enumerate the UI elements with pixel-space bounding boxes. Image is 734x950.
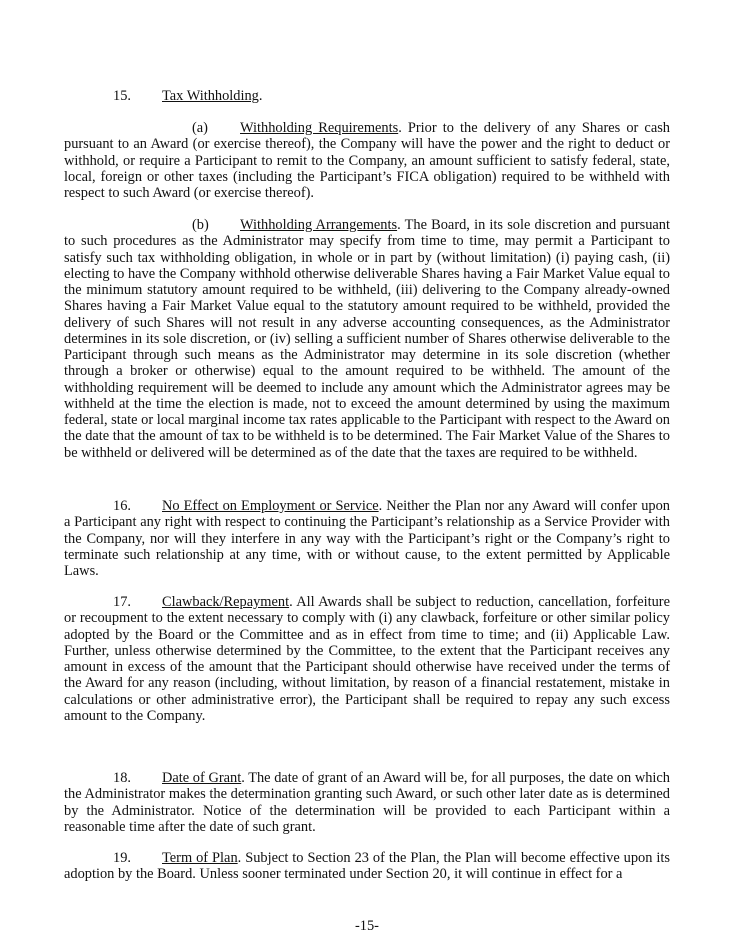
subsection-body: . The Board, in its sole discretion and pursuant to such procedures as the Administrator may specify from time to time, may permit a Participant to satisfy such tax withholding obligation, in whole or in part by (without limitation) (i) paying cash, (ii) electing to have the Company withhold otherwise deliverable Shares having a Fair Market Value equal to the minimum statutory amount required to be withheld, (iii) delivering to the Company already-owned Shares having a Fair Market Value equal to the statutory amount required to be withheld, provided the delivery of such Shares will not result in any adverse accounting consequences, as the Administrator determines in its sole discretion, or (iv) selling a sufficient number of Shares otherwise deliverable to the Participant through such means as the Administrator may determine in its sole discretion (whether through a broker or otherwise) equal to the amount required to be withheld. The amount of the withholding requirement will be deemed to include any amount which the Administrator agrees may be withheld at the time the election is made, not to exceed the amount determined by using the maximum federal, state or local marginal income tax rates applicable to the Participant with respect to the Award on the date that the amount of tax to be withheld is to be determined. The Fair Market Value of the Shares to be withheld or delivered will be determined as of the date that the taxes are required to be withheld. bbox=[64, 217, 670, 461]
subsection-body: . Prior to the delivery of any Shares or cash pursuant to an Award (or exercise thereof), the Company will have the power and the right to deduct or withhold, or require a Participant to remit to the Company, an amount sufficient to satisfy federal, state, local, foreign or other taxes (including the Participant’s FICA obligation) required to be withheld with respect to such Award (or exercise thereof). bbox=[64, 120, 671, 201]
section-title: Term of Plan bbox=[162, 850, 238, 866]
section-16 bbox=[64, 498, 670, 579]
section-title: Tax Withholding bbox=[162, 88, 259, 104]
page-number: -15- bbox=[355, 918, 379, 934]
section-number: 19. bbox=[113, 850, 131, 866]
section-title: Date of Grant bbox=[162, 770, 242, 786]
punct: . bbox=[258, 88, 263, 104]
section-body: . The date of grant of an Award will be, for all purposes, the date on which the Administrator makes the determination granting such Award, or such other later date as is determined by the Administrator. Notice of the determination will be provided to each Participant within a reasonable time after the date of such grant. bbox=[64, 770, 670, 835]
section-19 bbox=[64, 850, 670, 883]
section-number: 16. bbox=[113, 498, 131, 514]
section-number: 17. bbox=[113, 594, 131, 610]
section-15a bbox=[64, 120, 670, 201]
subsection-number: (a) bbox=[192, 120, 208, 136]
section-18 bbox=[64, 770, 670, 835]
section-17 bbox=[64, 594, 670, 724]
subsection-title: Withholding Requirements bbox=[240, 120, 399, 136]
section-body: . Neither the Plan nor any Award will confer upon a Participant any right with respect to continuing the Participant’s relationship as a Service Provider with the Company, nor will they interfere in any way with the Participant’s right or the Company’s right to terminate such relationship at any time, with or without cause, to the extent permitted by Applicable Laws. bbox=[64, 498, 670, 579]
section-title: No Effect on Employment or Service bbox=[162, 498, 379, 514]
subsection-number: (b) bbox=[192, 217, 209, 233]
subsection-title: Withholding Arrangements bbox=[240, 217, 398, 233]
section-15b bbox=[64, 217, 670, 461]
section-number: 15. bbox=[113, 88, 131, 104]
section-number: 18. bbox=[113, 770, 131, 786]
section-title: Clawback/Repayment bbox=[162, 594, 290, 610]
section-body: . Subject to Section 23 of the Plan, the Plan will become effective upon its adoption by the Board. Unless sooner terminated under Section 20, it will continue in effect for a bbox=[64, 850, 670, 883]
section-15-heading bbox=[64, 88, 670, 104]
section-body: . All Awards shall be subject to reduction, cancellation, forfeiture or recoupment to the extent necessary to comply with (i) any clawback, forfeiture or other similar policy adopted by the Board or the Committee and as in effect from time to time; and (ii) Applicable Law. Further, unless otherwise determined by the Committee, to the extent that the Participant receives any amount in excess of the amount that the Participant should otherwise have received under the terms of the Award for any reason (including, without limitation, by reason of a financial restatement, mistake in calculations or other administrative error), the Participant shall be required to repay any such excess amount to the Company. bbox=[64, 594, 670, 724]
